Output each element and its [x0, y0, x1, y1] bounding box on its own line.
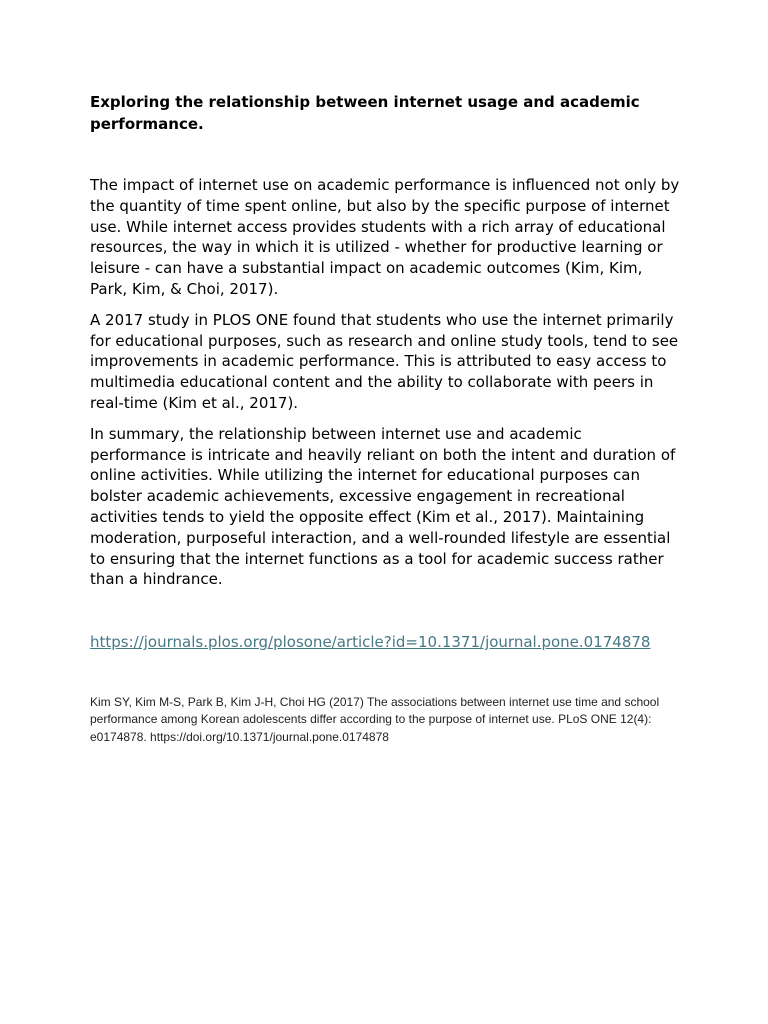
paragraph-study: A 2017 study in PLOS ONE found that students who use the internet primarily for educational purposes, such as research and online study tools, tend to see improvements in academic performance. This is attributed to easy access to multimedia educational content and the ability to collaborate with peers in real-time (Kim et al., 2017).	[90, 310, 679, 412]
document-page	[90, 90, 680, 746]
document-title: Exploring the relationship between internet usage and academic performance.	[90, 93, 640, 133]
document-body	[90, 175, 680, 590]
paragraph-intro: The impact of internet use on academic performance is influenced not only by the quantity of time spent online, but also by the specific purpose of internet use. While internet access provides students with a rich array of educational resources, the way in which it is utilized - whether for productive learning or leisure - can have a substantial impact on academic outcomes (Kim, Kim, Park, Kim, & Choi, 2017).	[90, 176, 680, 298]
source-link[interactable]: https://journals.plos.org/plosone/article?id=10.1371/journal.pone.0174878	[90, 633, 651, 652]
reference-citation: Kim SY, Kim M-S, Park B, Kim J-H, Choi HG (2017) The associations between internet use time and school performance among Korean adolescents differ according to the purpose of internet use. PLoS ONE 12(4): e0174878. https://doi.org/10.1371/journal.pone.0174878	[90, 695, 660, 744]
paragraph-summary: In summary, the relationship between internet use and academic performance is intricate and heavily reliant on both the intent and duration of online activities. While utilizing the internet for educational purposes can bolster academic achievements, excessive engagement in recreational activities tends to yield the opposite effect (Kim et al., 2017). Maintaining moderation, purposeful interaction, and a well-rounded lifestyle are essential to ensuring that the internet functions as a tool for academic success rather than a hindrance.	[90, 424, 676, 589]
